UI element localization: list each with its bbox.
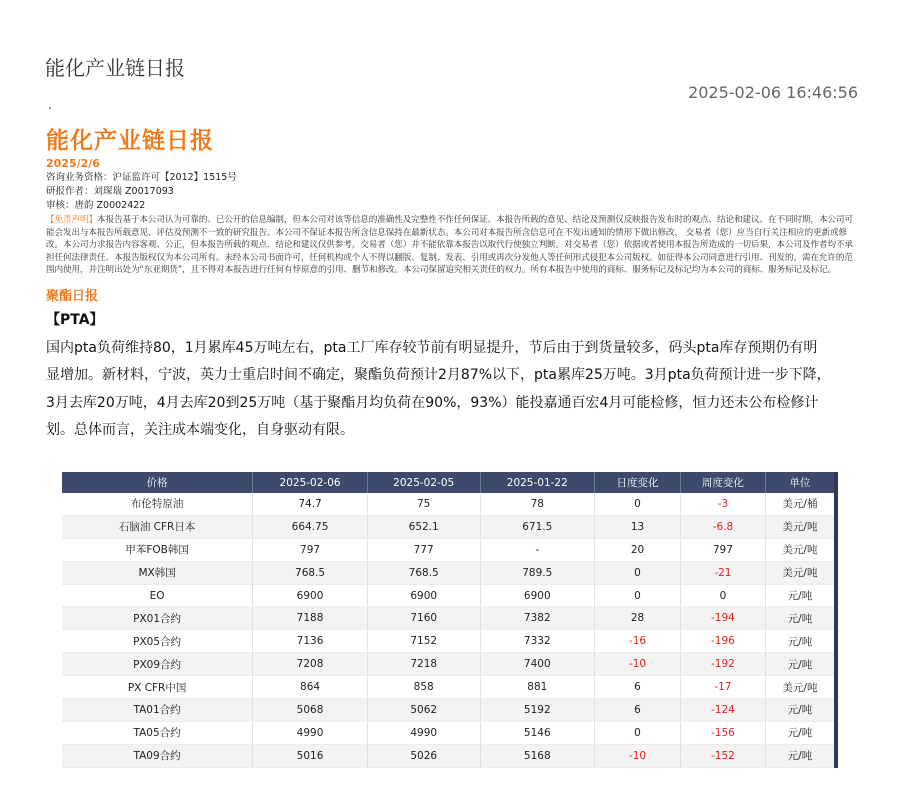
table-cell: -196 bbox=[680, 630, 765, 653]
table-cell: 5168 bbox=[480, 744, 595, 767]
table-cell: -17 bbox=[680, 676, 765, 699]
table-cell: 671.5 bbox=[480, 515, 595, 538]
table-cell: 4990 bbox=[367, 721, 480, 744]
table-cell: PX09合约 bbox=[62, 653, 253, 676]
table-cell: -192 bbox=[680, 653, 765, 676]
header-cell: 日度变化 bbox=[595, 472, 681, 493]
section-title: 聚酯日报 bbox=[46, 288, 99, 304]
table-header-row bbox=[62, 472, 836, 493]
table-cell: MX韩国 bbox=[62, 561, 253, 584]
table-cell: 5146 bbox=[480, 721, 595, 744]
table-cell: 5026 bbox=[367, 744, 480, 767]
table-cell: 5068 bbox=[253, 699, 368, 722]
table-cell: 6900 bbox=[480, 584, 595, 607]
table-row bbox=[62, 493, 836, 515]
table-cell: PX01合约 bbox=[62, 607, 253, 630]
table-cell: - bbox=[480, 538, 595, 561]
table-cell: 0 bbox=[595, 584, 681, 607]
table-row bbox=[62, 721, 836, 744]
table-cell: -10 bbox=[595, 744, 681, 767]
table-cell: 美元/吨 bbox=[765, 676, 836, 699]
table-cell: 元/吨 bbox=[765, 630, 836, 653]
report-title: 能化产业链日报 bbox=[46, 128, 214, 154]
table-cell: EO bbox=[62, 584, 253, 607]
report-date: 2025/2/6 bbox=[46, 157, 100, 170]
table-cell: 美元/桶 bbox=[765, 493, 836, 515]
table-row bbox=[62, 676, 836, 699]
table-cell: TA05合约 bbox=[62, 721, 253, 744]
table-cell: -194 bbox=[680, 607, 765, 630]
table-cell: 7136 bbox=[253, 630, 368, 653]
header-cell: 周度变化 bbox=[680, 472, 765, 493]
table-cell: 789.5 bbox=[480, 561, 595, 584]
table-cell: 75 bbox=[367, 493, 480, 515]
table-cell: TA01合约 bbox=[62, 699, 253, 722]
report-body bbox=[46, 127, 854, 445]
table-cell: 777 bbox=[367, 538, 480, 561]
table-body bbox=[62, 493, 836, 767]
table-row bbox=[62, 515, 836, 538]
table-cell: 元/吨 bbox=[765, 699, 836, 722]
table-row bbox=[62, 699, 836, 722]
table-cell: 4990 bbox=[253, 721, 368, 744]
table-cell: 652.1 bbox=[367, 515, 480, 538]
table-cell: 7188 bbox=[253, 607, 368, 630]
table-cell: 768.5 bbox=[367, 561, 480, 584]
table-cell: 甲苯FOB韩国 bbox=[62, 538, 253, 561]
table-row bbox=[62, 630, 836, 653]
table-cell: 78 bbox=[480, 493, 595, 515]
header-cell: 价格 bbox=[62, 472, 253, 493]
table-row bbox=[62, 538, 836, 561]
table-cell: 7160 bbox=[367, 607, 480, 630]
dot-marker: . bbox=[48, 98, 52, 112]
table-cell: 797 bbox=[680, 538, 765, 561]
table-cell: 7208 bbox=[253, 653, 368, 676]
table-cell: 0 bbox=[595, 721, 681, 744]
timestamp: 2025-02-06 16:46:56 bbox=[688, 83, 858, 102]
table-cell: 6900 bbox=[367, 584, 480, 607]
table-cell: 5192 bbox=[480, 699, 595, 722]
table-cell: 7382 bbox=[480, 607, 595, 630]
table-cell: 元/吨 bbox=[765, 744, 836, 767]
table-cell: 0 bbox=[595, 561, 681, 584]
table-cell: PX05合约 bbox=[62, 630, 253, 653]
table-cell: 864 bbox=[253, 676, 368, 699]
disclaimer bbox=[46, 214, 854, 277]
table-cell: 美元/吨 bbox=[765, 561, 836, 584]
table-row bbox=[62, 653, 836, 676]
table-cell: 7152 bbox=[367, 630, 480, 653]
table-cell: 元/吨 bbox=[765, 653, 836, 676]
table-cell: 74.7 bbox=[253, 493, 368, 515]
author-line: 研报作者：刘琛瑞 Z0017093 bbox=[46, 186, 174, 197]
disclaimer-tag: 【免责声明】 bbox=[46, 215, 97, 225]
table-cell: 664.75 bbox=[253, 515, 368, 538]
table-cell: PX CFR中国 bbox=[62, 676, 253, 699]
table-cell: TA09合约 bbox=[62, 744, 253, 767]
header-cell: 单位 bbox=[765, 472, 836, 493]
table-cell: -16 bbox=[595, 630, 681, 653]
table-row bbox=[62, 561, 836, 584]
reviewer-line: 审核：唐韵 Z0002422 bbox=[46, 200, 146, 211]
table-row bbox=[62, 744, 836, 767]
table-cell: 6 bbox=[595, 676, 681, 699]
table-cell: 美元/吨 bbox=[765, 538, 836, 561]
sub-title: 【PTA】 bbox=[46, 311, 104, 328]
body-paragraph: 国内pta负荷维持80，1月累库45万吨左右，pta工厂库存较节前有明显提升，节后由于到货量较多，码头pta库存预期仍有明显增加。新材料，宁波，英力士重启时间不确定，聚酯负荷预计2月87%以下，pta累库25万吨。3月pta负荷预计进一步下降，3月去库20万吨，4月去库20到25万吨（基于聚酯月均负荷在90%，93%）能投嘉通百宏4月可能检修，恒力还未公布检修计划。总体而言，关注成本端变化，自身驱动有限。 bbox=[46, 339, 831, 439]
table-row bbox=[62, 584, 836, 607]
header-cell: 2025-02-06 bbox=[253, 472, 368, 493]
table-cell: -21 bbox=[680, 561, 765, 584]
table-cell: 20 bbox=[595, 538, 681, 561]
table-row bbox=[62, 607, 836, 630]
license-line: 咨询业务资格：沪证监许可【2012】1515号 bbox=[46, 172, 237, 183]
table-cell: 0 bbox=[680, 584, 765, 607]
table-cell: 7218 bbox=[367, 653, 480, 676]
table-cell: 0 bbox=[595, 493, 681, 515]
table-cell: 13 bbox=[595, 515, 681, 538]
table-cell: 5016 bbox=[253, 744, 368, 767]
table-cell: 7400 bbox=[480, 653, 595, 676]
table-cell: -156 bbox=[680, 721, 765, 744]
table-cell: 6900 bbox=[253, 584, 368, 607]
header-cell: 2025-02-05 bbox=[367, 472, 480, 493]
table-cell: 石脑油 CFR日本 bbox=[62, 515, 253, 538]
table-cell: 元/吨 bbox=[765, 584, 836, 607]
table-cell: 元/吨 bbox=[765, 607, 836, 630]
table-cell: 881 bbox=[480, 676, 595, 699]
price-table bbox=[62, 472, 838, 768]
table-cell: 布伦特原油 bbox=[62, 493, 253, 515]
table-cell: 5062 bbox=[367, 699, 480, 722]
table-cell: -3 bbox=[680, 493, 765, 515]
table-cell: 28 bbox=[595, 607, 681, 630]
table-cell: -10 bbox=[595, 653, 681, 676]
table-cell: -124 bbox=[680, 699, 765, 722]
table-cell: 7332 bbox=[480, 630, 595, 653]
table-cell: -6.8 bbox=[680, 515, 765, 538]
table-cell: 元/吨 bbox=[765, 721, 836, 744]
table-cell: 美元/吨 bbox=[765, 515, 836, 538]
disclaimer-text: 本报告基于本公司认为可靠的、已公开的信息编制，但本公司对该等信息的准确性及完整性不作任何保证。本报告所载的意见、结论及预测仅反映报告发布时的观点、结论和建议。在不同时期，本公司可能会发出与本报告所载意见、评估及预测不一致的研究报告。本公司不保证本报告所含信息保持在最新状态。本公司对本报告所含信息可在不发出通知的情形下做出修改， 交易者（您）应当自行关注相应的更新或修改。本公司力求报告内容客观、公正，但本报告所载的观点、结论和建议仅供参考，交易者（您）并不能依靠本报告以取代行使独立判断。对交易者（您）依据或者使用本报告所造成的一切后果，本公司及作者均不承担任何法律责任。本报告版权仅为本公司所有。未经本公司书面许可，任何机构或个人不得以翻版、复制、发表、引用或再次分发他人等任何形式侵犯本公司版权。如征得本公司同意进行引用、刊发的，需在允许的范围内使用，并注明出处为“东亚期货”，且不得对本报告进行任何有悖原意的引用、删节和修改。本公司保留追究相关责任的权力。所有本报告中使用的商标、服务标记及标记均为本公司的商标、服务标记及标记。 bbox=[46, 215, 853, 276]
table-cell: -152 bbox=[680, 744, 765, 767]
page-title: 能化产业链日报 bbox=[45, 56, 185, 80]
table-cell: 6 bbox=[595, 699, 681, 722]
table-cell: 797 bbox=[253, 538, 368, 561]
table-cell: 858 bbox=[367, 676, 480, 699]
table-cell: 768.5 bbox=[253, 561, 368, 584]
header-cell: 2025-01-22 bbox=[480, 472, 595, 493]
